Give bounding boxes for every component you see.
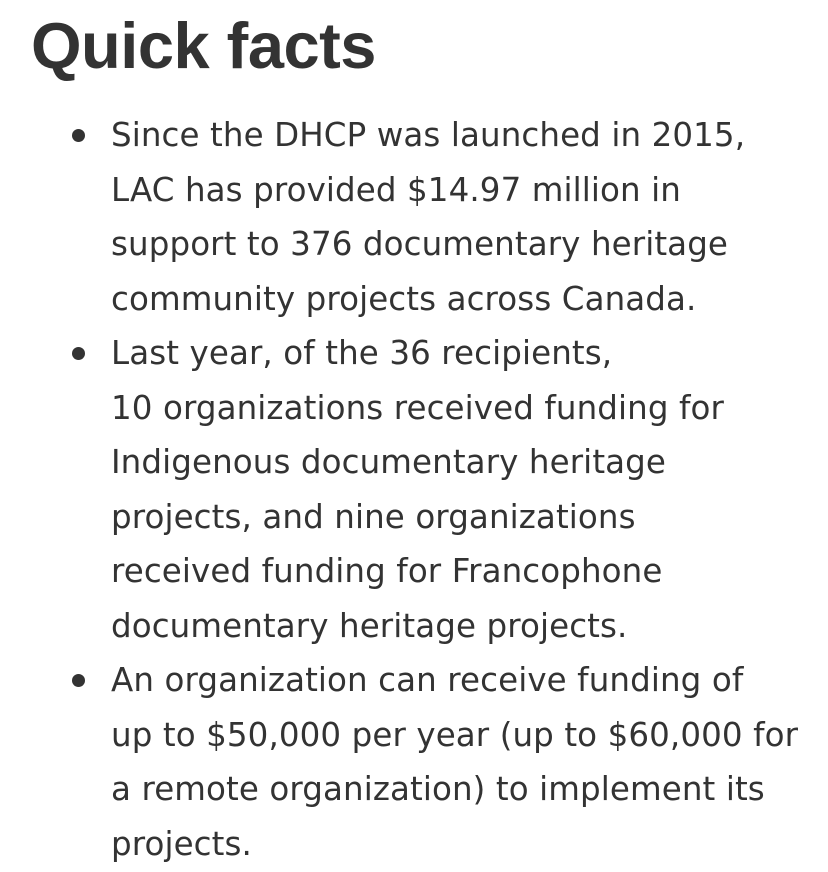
facts-list <box>31 108 811 871</box>
fact-text-line: a remote organization) to implement its <box>111 770 765 808</box>
fact-text-line: LAC has provided $14.97 million in <box>111 170 681 209</box>
fact-text-line: An organization can receive funding of <box>111 661 744 699</box>
fact-text-line: projects. <box>111 824 252 863</box>
fact-item-3 <box>31 653 811 871</box>
fact-item-1 <box>31 108 811 326</box>
bullet-icon <box>72 347 85 360</box>
fact-text-line: support to 376 documentary heritage <box>111 225 729 263</box>
fact-item-2 <box>31 326 811 653</box>
fact-text-line: received funding for Francophone <box>111 552 663 590</box>
section-heading: Quick facts <box>31 9 376 82</box>
fact-text-line: documentary heritage projects. <box>111 606 628 645</box>
fact-text-line: Last year, of the 36 recipients, <box>111 334 613 372</box>
bullet-icon <box>72 129 85 142</box>
fact-text-line: projects, and nine organizations <box>111 497 636 536</box>
fact-text-line: community projects across Canada. <box>111 279 697 318</box>
fact-text-line: Since the DHCP was launched in 2015, <box>111 116 746 154</box>
fact-text-line: up to $50,000 per year (up to $60,000 for <box>111 715 799 754</box>
fact-text-line: 10 organizations received funding for <box>111 388 724 427</box>
fact-text-line: Indigenous documentary heritage <box>111 443 666 481</box>
bullet-icon <box>72 674 85 687</box>
